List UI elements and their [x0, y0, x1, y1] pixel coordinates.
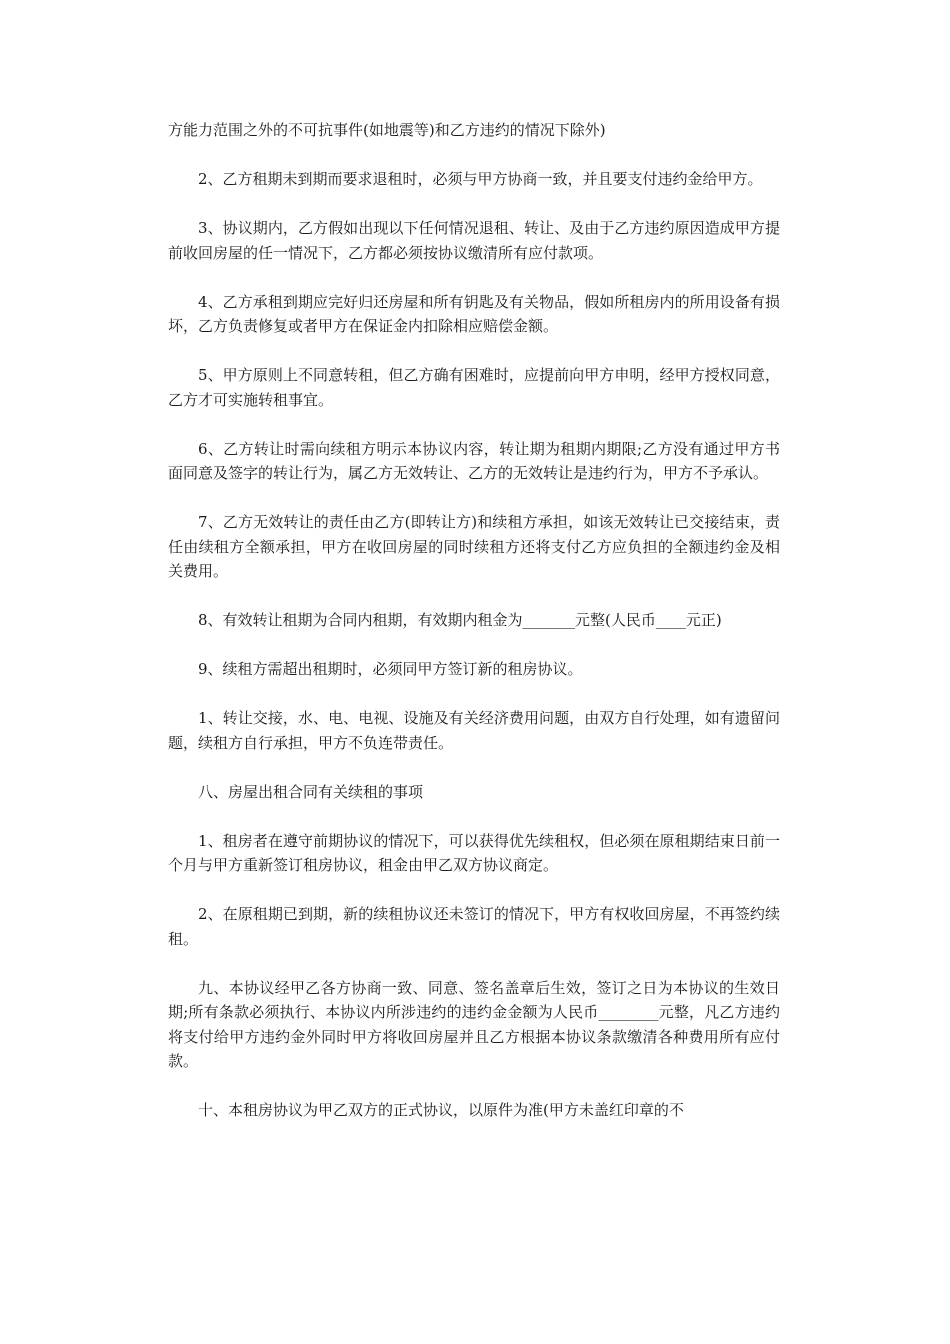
paragraph-continuation: 方能力范围之外的不可抗事件(如地震等)和乙方违约的情况下除外) [168, 121, 606, 139]
paragraph-section-10: 十、本租房协议为甲乙双方的正式协议，以原件为准(甲方未盖红印章的不 [198, 1101, 684, 1119]
paragraph-clause-8: 8、有效转让租期为合同内租期，有效期内租金为_______元整(人民币____元正) [198, 611, 722, 629]
paragraph-handover: 1、转让交接，水、电、电视、设施及有关经济费用问题，由双方自行处理，如有遗留问题，续租方自行承担，甲方不负连带责任。 [168, 709, 780, 752]
paragraph-clause-7: 7、乙方无效转让的责任由乙方(即转让方)和续租方承担，如该无效转让已交接结束，责任由续租方全额承担，甲方在收回房屋的同时续租方还将支付乙方应负担的全额违约金及相关费用。 [168, 513, 780, 580]
paragraph-section-9: 九、本协议经甲乙各方协商一致、同意、签名盖章后生效，签订之日为本协议的生效日期;所有条款必须执行、本协议内所涉违约的违约金金额为人民币________元整，凡乙方违约将支付给甲方违约金外同时甲方将收回房屋并且乙方根据本协议条款缴清各种费用所有应付款。 [168, 978, 780, 1070]
paragraph-clause-2: 2、乙方租期未到期而要求退租时，必须与甲方协商一致，并且要支付违约金给甲方。 [198, 170, 763, 188]
document-page [168, 118, 780, 1147]
paragraph-renewal-1: 1、租房者在遵守前期协议的情况下，可以获得优先续租权，但必须在原租期结束日前一个月与甲方重新签订租房协议，租金由甲乙双方协议商定。 [168, 831, 780, 874]
paragraph-renewal-2: 2、在原租期已到期，新的续租协议还未签订的情况下，甲方有权收回房屋，不再签约续租。 [168, 905, 780, 948]
paragraph-clause-4: 4、乙方承租到期应完好归还房屋和所有钥匙及有关物品，假如所租房内的所用设备有损坏，乙方负责修复或者甲方在保证金内扣除相应赔偿金额。 [168, 292, 780, 335]
section-heading-renewal: 八、房屋出租合同有关续租的事项 [198, 782, 424, 801]
paragraph-clause-3: 3、协议期内，乙方假如出现以下任何情况退租、转让、及由于乙方违约原因造成甲方提前收回房屋的任一情况下，乙方都必须按协议缴清所有应付款项。 [168, 219, 780, 262]
paragraph-clause-9: 9、续租方需超出租期时，必须同甲方签订新的租房协议。 [198, 660, 583, 678]
paragraph-clause-6: 6、乙方转让时需向续租方明示本协议内容，转让期为租期内期限;乙方没有通过甲方书面同意及签字的转让行为，属乙方无效转让、乙方的无效转让是违约行为，甲方不予承认。 [168, 439, 780, 482]
paragraph-clause-5: 5、甲方原则上不同意转租，但乙方确有困难时，应提前向甲方申明，经甲方授权同意，乙方才可实施转租事宜。 [168, 366, 780, 409]
